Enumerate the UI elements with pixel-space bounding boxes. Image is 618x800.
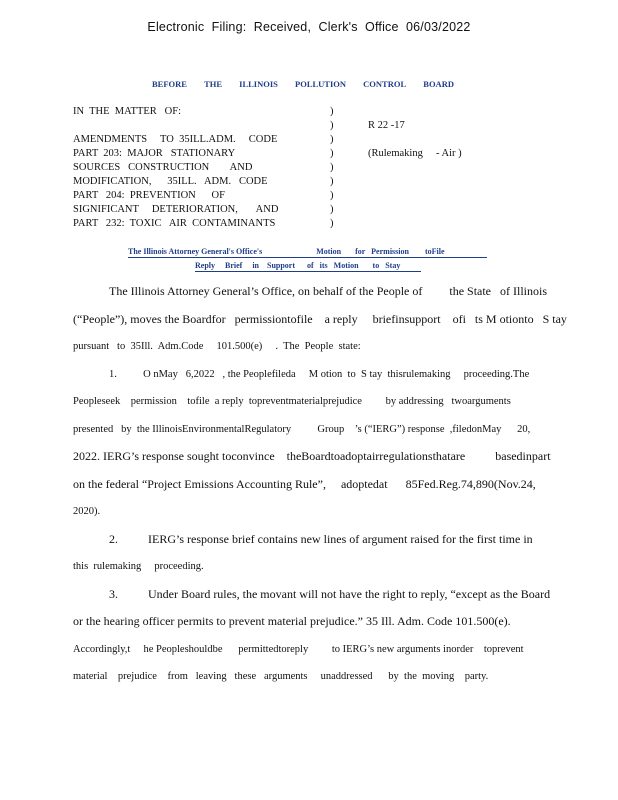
case-type: (Rulemaking - Air )	[368, 148, 462, 159]
caption-line: AMENDMENTS TO 35ILL.ADM. CODE	[73, 134, 278, 145]
board-header-word: ILLINOIS	[239, 79, 278, 89]
title-underline	[128, 257, 487, 258]
board-header-word: BEFORE	[152, 79, 187, 89]
paren: )	[330, 148, 334, 159]
paren: )	[330, 120, 334, 131]
paragraph-line: 2022. IERG’s response sought toconvince theBoardtoadoptairregulationsthatare basedinpart	[73, 449, 551, 463]
paragraph-line: Peopleseek permission tofile a reply topreventmaterialprejudice by addressing twoarguments	[73, 396, 511, 407]
caption-line: MODIFICATION, 35ILL. ADM. CODE	[73, 176, 268, 187]
paragraph-line: presented by the IllinoisEnvironmentalRegulatory Group ’s (“IERG”) response ,filedonMay 20,	[73, 423, 531, 435]
paragraph-line: material prejudice from leaving these arguments unaddressed by the moving party.	[73, 671, 489, 682]
in-the-matter: IN THE MATTER OF:	[73, 106, 182, 117]
case-number: R 22 -17	[368, 120, 405, 131]
paragraph-line: this rulemaking proceeding.	[73, 561, 204, 572]
paragraph-line: 3. Under Board rules, the movant will not have the right to reply, “except as the Board	[109, 586, 551, 601]
paragraph-line: or the hearing officer permits to prevent material prejudice.” 35 Ill. Adm. Code 101.500(e).	[73, 614, 511, 628]
body-text	[73, 278, 567, 691]
paren: )	[330, 134, 334, 145]
paragraph-line: 2020).	[73, 506, 101, 517]
caption-line: PART 232: TOXIC AIR CONTAMINANTS	[73, 218, 276, 229]
caption-line: SOURCES CONSTRUCTION AND	[73, 162, 253, 173]
filing-stamp: Electronic Filing: Received, Clerk's Office 06/03/2022	[147, 20, 471, 34]
board-header-word: THE	[204, 79, 223, 89]
paragraph-line: (“People”), moves the Boardfor permissiontofile a reply briefinsupport ofi ts M otionto S tay	[73, 311, 567, 326]
paragraph-line: on the federal “Project Emissions Accounting Rule”, adoptedat 85Fed.Reg.74,890(Nov.24,	[73, 476, 536, 491]
caption-line: PART 203: MAJOR STATIONARY	[73, 148, 236, 159]
paren: )	[330, 176, 334, 187]
board-header-word: POLLUTION	[295, 79, 347, 89]
paren: )	[330, 106, 334, 117]
title-underline	[195, 271, 421, 272]
caption-parens	[330, 105, 334, 231]
caption-line: PART 204: PREVENTION OF	[73, 190, 225, 201]
paren: )	[330, 162, 334, 173]
paren: )	[330, 204, 334, 215]
board-header-word: CONTROL	[363, 79, 407, 89]
motion-title-line1: The Illinois Attorney General's Office's Motion for Permission toFile	[128, 247, 445, 256]
board-header	[152, 79, 454, 89]
caption-block	[73, 105, 278, 231]
board-header-word: BOARD	[423, 79, 454, 89]
paren: )	[330, 190, 334, 201]
paragraph-line: The Illinois Attorney General’s Office, on behalf of the People of the State of Illinois	[109, 284, 548, 298]
paragraph-line: Accordingly,t he Peopleshouldbe permittedtoreply to IERG’s new arguments inorder toprevent	[73, 643, 524, 655]
paragraph-line: 2. IERG’s response brief contains new lines of argument raised for the first time in	[109, 531, 533, 546]
motion-title-line2: Reply Brief in Support of its Motion to Stay	[195, 261, 401, 270]
paragraph-line: pursuant to 35Ill. Adm.Code 101.500(e) . The People state:	[73, 341, 361, 352]
paragraph-line: 1. O nMay 6,2022 , the Peoplefileda M otion to S tay thisrulemaking proceeding.The	[109, 368, 530, 380]
paren: )	[330, 218, 334, 229]
caption-line: SIGNIFICANT DETERIORATION, AND	[73, 204, 279, 215]
